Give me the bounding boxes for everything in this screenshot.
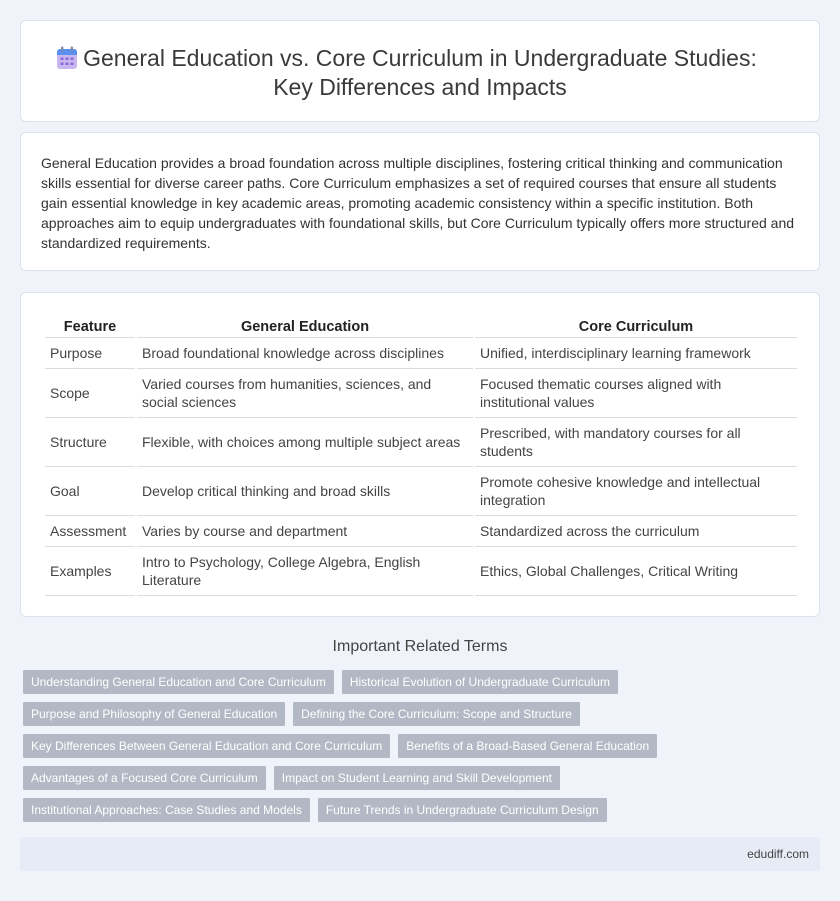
feature-cell: Scope: [45, 369, 135, 418]
header-core-curriculum: Core Curriculum: [475, 313, 797, 338]
general-education-cell: Flexible, with choices among multiple subject areas: [137, 418, 473, 467]
tag-row: [23, 670, 803, 694]
general-education-cell: Varies by course and department: [137, 516, 473, 547]
title-line-2: Key Differences and Impacts: [273, 74, 567, 100]
summary-card: [20, 132, 820, 271]
table-row: [45, 418, 797, 467]
tag-row: [23, 798, 803, 822]
table-row: [45, 467, 797, 516]
related-term-tag[interactable]: Defining the Core Curriculum: Scope and Structure: [293, 702, 580, 726]
footer-bar: [20, 837, 820, 871]
table-row: [45, 516, 797, 547]
general-education-cell: Develop critical thinking and broad skills: [137, 467, 473, 516]
table-header-row: [45, 313, 797, 338]
core-curriculum-cell: Ethics, Global Challenges, Critical Writing: [475, 547, 797, 596]
core-curriculum-cell: Standardized across the curriculum: [475, 516, 797, 547]
related-term-tag[interactable]: Understanding General Education and Core Curriculum: [23, 670, 334, 694]
summary-text: General Education provides a broad foundation across multiple disciplines, fostering critical thinking and communication skills essential for diverse career paths. Core Curriculum emphasizes a set of required courses that ensure all students gain essential knowledge in key academic areas, promoting academic consistency within a specific institution. Both approaches aim to equip undergraduates with foundational skills, but Core Curriculum typically offers more structured and standardized requirements.: [41, 155, 795, 251]
related-term-tag[interactable]: Historical Evolution of Undergraduate Curriculum: [342, 670, 618, 694]
related-terms-title: Important Related Terms: [332, 638, 508, 655]
related-term-tag[interactable]: Benefits of a Broad-Based General Education: [398, 734, 657, 758]
tag-row: [23, 766, 803, 790]
general-education-cell: Varied courses from humanities, sciences, and social sciences: [137, 369, 473, 418]
header-general-education: General Education: [137, 313, 473, 338]
general-education-cell: Intro to Psychology, College Algebra, English Literature: [137, 547, 473, 596]
related-term-tag[interactable]: Future Trends in Undergraduate Curriculum Design: [318, 798, 607, 822]
general-education-cell: Broad foundational knowledge across disciplines: [137, 338, 473, 369]
title-line-1: General Education vs. Core Curriculum in Undergraduate Studies:: [83, 45, 757, 71]
core-curriculum-cell: Unified, interdisciplinary learning framework: [475, 338, 797, 369]
tag-row: [23, 702, 803, 726]
related-term-tag[interactable]: Institutional Approaches: Case Studies and Models: [23, 798, 310, 822]
header-card: [20, 20, 820, 122]
related-term-tag[interactable]: Purpose and Philosophy of General Education: [23, 702, 285, 726]
comparison-table-card: [20, 292, 820, 617]
core-curriculum-cell: Prescribed, with mandatory courses for all students: [475, 418, 797, 467]
feature-cell: Assessment: [45, 516, 135, 547]
table-row: [45, 547, 797, 596]
related-term-tag[interactable]: Impact on Student Learning and Skill Development: [274, 766, 560, 790]
feature-cell: Purpose: [45, 338, 135, 369]
feature-cell: Structure: [45, 418, 135, 467]
table-row: [45, 338, 797, 369]
page-title: [21, 44, 819, 102]
feature-cell: Examples: [45, 547, 135, 596]
feature-cell: Goal: [45, 467, 135, 516]
core-curriculum-cell: Promote cohesive knowledge and intellectual integration: [475, 467, 797, 516]
related-term-tag[interactable]: Key Differences Between General Education and Core Curriculum: [23, 734, 390, 758]
core-curriculum-cell: Focused thematic courses aligned with institutional values: [475, 369, 797, 418]
tag-row: [23, 734, 803, 758]
comparison-table: [43, 313, 799, 596]
header-feature: Feature: [45, 313, 135, 338]
table-row: [45, 369, 797, 418]
related-term-tag[interactable]: Advantages of a Focused Core Curriculum: [23, 766, 266, 790]
footer-site-link[interactable]: edudiff.com: [747, 847, 809, 861]
related-terms-list: [23, 670, 803, 830]
